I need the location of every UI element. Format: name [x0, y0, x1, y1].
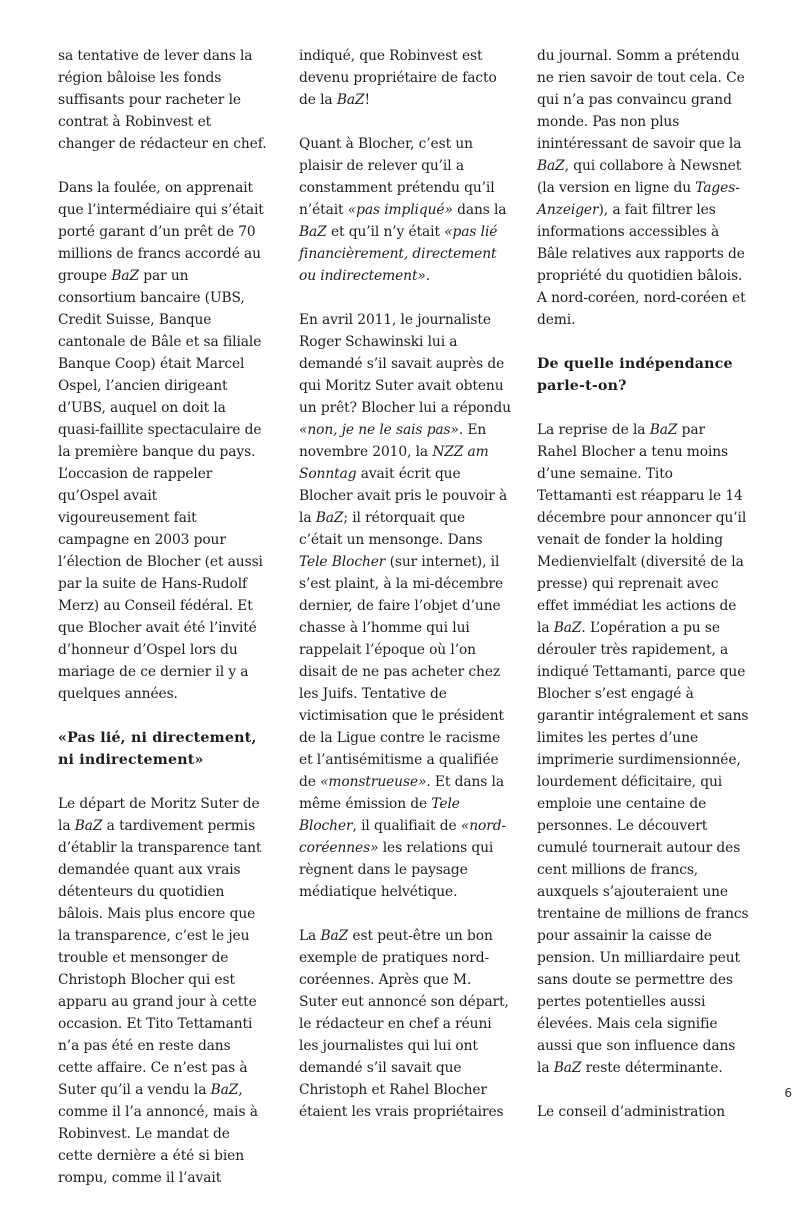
text-run: Dans la foulée, on apprenait que l’intermédiaire qui s’était porté garant d’un prêt de 70 millions de francs accordé au groupe	[58, 180, 264, 284]
italic-text-run: BaZ	[210, 1082, 239, 1098]
text-run: sa tentative de lever dans la région bâloise les fonds suffisants pour racheter le contrat à Robinvest et changer de rédacteur en chef.	[58, 48, 267, 152]
italic-text-run: BaZ	[649, 422, 678, 438]
text-run: (sur internet), il s’est plaint, à la mi-décembre dernier, de faire l’objet d’une chasse à l’homme qui lui rappelait l’époque où l’on disait de ne pas acheter chez les Juifs. Tentative de victimisation que le président de la Ligue contre le racisme et l’antisémitisme a qualifiée de	[299, 554, 504, 790]
italic-text-run: BaZ	[315, 510, 344, 526]
paragraph	[299, 133, 511, 287]
text-run: par Rahel Blocher a tenu moins d’une semaine. Tito Tettamanti est réapparu le 14 décembre pour annoncer qu’il venait de fonder la holding Medienvielfalt (diversité de la presse) qui reprenait avec effet immédiat les actions de la	[537, 422, 747, 636]
text-run: les relations qui règnent dans le paysage médiatique helvétique.	[299, 840, 494, 900]
page-number: 6	[784, 1086, 792, 1100]
paragraph	[299, 309, 511, 903]
text-run: !	[364, 92, 370, 108]
italic-text-run: «non, je ne le sais pas»	[299, 422, 459, 438]
italic-text-run: «monstrueuse»	[320, 774, 427, 790]
text-run: Le conseil d’administration	[537, 1104, 726, 1120]
italic-text-run: NZZ am Sonntag	[299, 444, 489, 482]
italic-text-run: BaZ	[74, 818, 103, 834]
text-run: reste déterminante.	[581, 1060, 723, 1076]
text-run: En avril 2011, le journaliste Roger Schawinski lui a demandé s’il savait auprès de qui Moritz Suter avait obtenu un prêt? Blocher lui a répondu	[299, 312, 511, 416]
text-run: . En novembre 2010, la	[299, 422, 487, 460]
text-run: a tardivement permis d’établir la transparence tant demandée quant aux vrais détenteurs du quotidien bâlois. Mais plus encore que la transparence, c’est le jeu trouble et mensonger de Christoph Blocher qui est apparu au grand jour à cette occasion. Et Tito Tettamanti n’a pas été en reste dans cette affaire. Ce n’est pas à Suter qu’il a vendu la	[58, 818, 262, 1098]
text-run: indiqué, que Robinvest est devenu propriétaire de facto de la	[299, 48, 497, 108]
paragraph	[299, 45, 511, 111]
italic-text-run: «pas lié financièrement, directement ou indirectement»	[299, 224, 498, 284]
text-run: La	[299, 928, 321, 944]
text-run: avait écrit que Blocher avait pris le pouvoir à la	[299, 466, 508, 526]
article-column-2	[299, 45, 511, 1145]
text-run: et qu’il n’y était	[326, 224, 445, 240]
article-column-3	[537, 45, 749, 1145]
text-run: .	[425, 268, 431, 284]
paragraph	[58, 45, 268, 155]
italic-text-run: «nord-coréennes»	[299, 818, 506, 856]
paragraph	[537, 419, 749, 1079]
text-run: , il qualifiait de	[352, 818, 461, 834]
paragraph	[58, 177, 268, 705]
text-run: . Et dans la même émission de	[299, 774, 504, 812]
paragraph	[537, 1101, 749, 1123]
text-run: ), a fait filtrer les informations accessibles à Bâle relatives aux rapports de propriété du quotidien bâlois. A nord-coréen, nord-coréen et demi.	[537, 202, 746, 328]
text-run: dans la	[452, 202, 507, 218]
text-run: . L’opération a pu se dérouler très rapidement, a indiqué Tettamanti, parce que Blocher s’est engagé à garantir intégralement et sans limites les pertes d’une imprimerie surdimensionnée, lourdement déficitaire, qui emploie une centaine de personnes. Le découvert cumulé tournerait autour des cent millions de francs, auxquels s’ajouteraient une trentaine de millions de francs pour assainir la caisse de pension. Un milliardaire peut sans doute se permettre des pertes potentielles aussi élevées. Mais cela signifie aussi que son influence dans la	[537, 620, 749, 1076]
text-run: , comme il l’a annoncé, mais à Robinvest. Le mandat de cette dernière a été si bien rompu, comme il l’avait	[58, 1082, 258, 1186]
text-run: du journal. Somm a prétendu ne rien savoir de tout cela. Ce qui n’a pas convaincu grand monde. Pas non plus inintéressant de savoir que la	[537, 48, 745, 152]
text-run: La reprise de la	[537, 422, 650, 438]
section-heading	[537, 353, 749, 397]
italic-text-run: BaZ	[299, 224, 327, 240]
text-run: Le départ de Moritz Suter de la	[58, 796, 260, 834]
paragraph	[58, 793, 268, 1189]
paragraph	[299, 925, 511, 1123]
text-run: ; il rétorquait que c’était un mensonge. Dans	[299, 510, 483, 548]
italic-text-run: BaZ	[111, 268, 139, 284]
section-heading	[58, 727, 268, 771]
text-run: , qui collabore à Newsnet (la version en ligne du	[537, 158, 742, 196]
italic-text-run: Tele Blocher	[299, 554, 386, 570]
text-run: est peut-être un bon exemple de pratiques nord-coréennes. Après que M. Suter eut annoncé son départ, le rédacteur en chef a réuni les journalistes qui lui ont demandé s’il savait que Christoph et Rahel Blocher étaient les vrais propriétaires	[299, 928, 509, 1120]
paragraph	[537, 45, 749, 331]
italic-text-run: BaZ	[320, 928, 349, 944]
text-run: De quelle indépendance parle-t-on?	[537, 356, 733, 394]
italic-text-run: «pas impliqué»	[347, 202, 453, 218]
italic-text-run: Tages-Anzeiger	[537, 180, 740, 218]
text-run: «Pas lié, ni directement, ni indirectement»	[58, 730, 257, 768]
italic-text-run: BaZ	[537, 158, 565, 174]
italic-text-run: BaZ	[336, 92, 365, 108]
italic-text-run: BaZ	[553, 620, 582, 636]
italic-text-run: Tele Blocher	[299, 796, 460, 834]
text-run: par un consortium bancaire (UBS, Credit Suisse, Banque cantonale de Bâle et sa filiale Banque Coop) était Marcel Ospel, l’ancien dirigeant d’UBS, auquel on doit la quasi-faillite spectaculaire de la première banque du pays. L’occasion de rappeler qu’Ospel avait vigoureusement fait campagne en 2003 pour l’élection de Blocher (et aussi par la suite de Hans-Rudolf Merz) au Conseil fédéral. Et que Blocher avait été l’invité d’honneur d’Ospel lors du mariage de ce dernier il y a quelques années.	[58, 268, 263, 702]
article-column-1	[58, 45, 268, 1211]
italic-text-run: BaZ	[553, 1060, 582, 1076]
text-run: Quant à Blocher, c’est un plaisir de relever qu’il a constamment prétendu qu’il n’était	[299, 136, 495, 218]
